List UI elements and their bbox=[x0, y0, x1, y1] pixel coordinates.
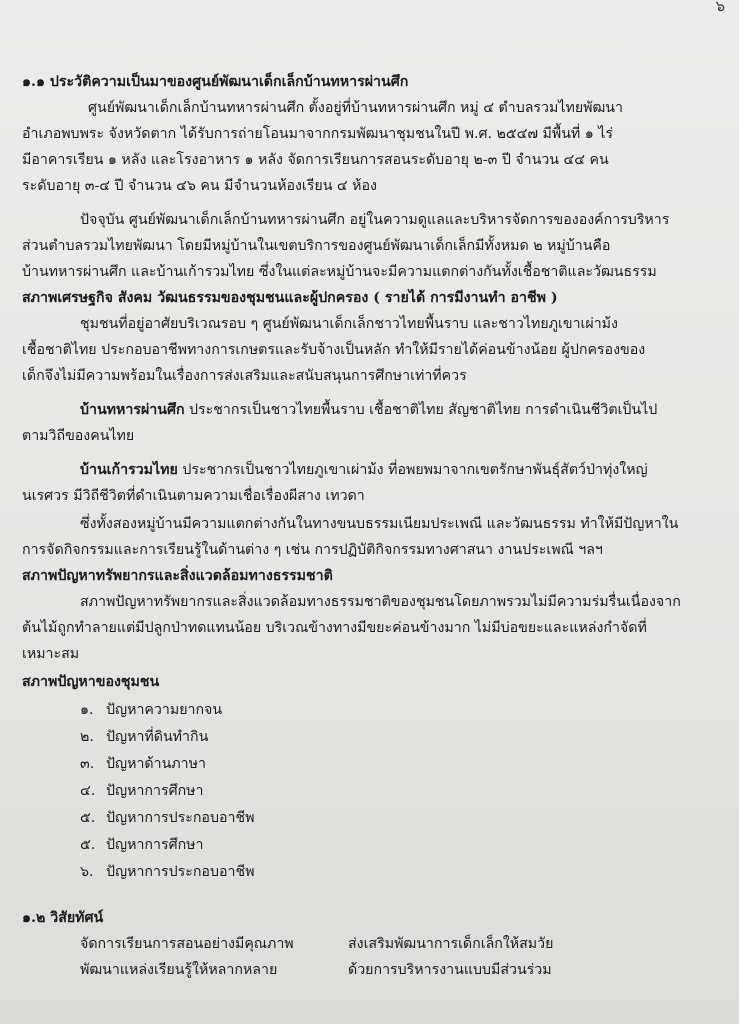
history-para1-line4: ระดับอายุ ๓-๔ ปี จำนวน ๔๖ คน มีจำนวนห้องเรียน ๔ ห้อง bbox=[22, 178, 377, 194]
socio-heading: สภาพเศรษฐกิจ สังคม วัฒนธรรมของชุมชนและผู้ปกครอง ( รายได้ การมีงานทำ อาชีพ ) bbox=[22, 290, 558, 306]
env-para-line2: ต้นไม้ถูกทำลายแต่มีปลูกป่าทดแทนน้อย บริเวณข้างทางมีขยะค่อนข้างมาก ไม่มีบ่อขยะและแหล่งกำจัดที่ bbox=[22, 620, 647, 636]
env-heading: สภาพปัญหาทรัพยากรและสิ่งแวดล้อมทางธรรมชาติ bbox=[22, 568, 333, 584]
env-para-line3: เหมาะสม bbox=[22, 646, 80, 662]
list-item: ๓. ปัญหาด้านภาษา bbox=[80, 756, 206, 772]
list-item: ๑. ปัญหาความยากจน bbox=[80, 702, 223, 718]
village1-line2: ตามวิถีของคนไทย bbox=[22, 428, 135, 444]
village1-text: ประชากรเป็นชาวไทยพื้นราบ เชื้อชาติไทย สัญชาติไทย การดำเนินชีวิตเป็นไป bbox=[184, 402, 658, 418]
history-para1-line1: ศูนย์พัฒนาเด็กเล็กบ้านทหารผ่านศึก ตั้งอยู่ที่บ้านทหารผ่านศึก หมู่ ๔ ตำบลรวมไทยพัฒนา bbox=[88, 100, 623, 116]
list-item: ๖. ปัญหาการประกอบอาชีพ bbox=[80, 864, 255, 880]
village1-name: บ้านทหารผ่านศึก bbox=[80, 402, 185, 418]
problems-heading: สภาพปัญหาของชุมชน bbox=[22, 674, 160, 690]
vision-right-2: ด้วยการบริหารงานแบบมีส่วนร่วม bbox=[348, 962, 552, 978]
village1-line1 bbox=[80, 400, 657, 420]
socio-para-line3: เด็กจึงไม่มีความพร้อมในเรื่องการส่งเสริมและสนับสนุนการศึกษาเท่าที่ควร bbox=[22, 368, 467, 384]
vision-left-2: พัฒนาแหล่งเรียนรู้ให้หลากหลาย bbox=[80, 962, 278, 978]
page-number: ๖ bbox=[715, 0, 725, 15]
vision-right-1: ส่งเสริมพัฒนาการเด็กเล็กให้สมวัย bbox=[348, 936, 554, 952]
list-item: ๒. ปัญหาที่ดินทำกิน bbox=[80, 729, 209, 745]
vision-heading: ๑.๒ วิสัยทัศน์ bbox=[22, 910, 104, 926]
history-para2-line2: ส่วนตำบลรวมไทยพัฒนา โดยมีหมู่บ้านในเขตบริการของศูนย์พัฒนาเด็กเล็กมีทั้งหมด ๒ หมู่บ้านคือ bbox=[22, 238, 611, 254]
history-para1-line3: มีอาคารเรียน ๑ หลัง และโรงอาหาร ๑ หลัง จัดการเรียนการสอนระดับอายุ ๒-๓ ปี จำนวน ๔๔ คน bbox=[22, 152, 609, 168]
diff-line1: ซึ่งทั้งสองหมู่บ้านมีความแตกต่างกันในทางขนบธรรมเนียมประเพณี และวัฒนธรรม ทำให้มีปัญหาใน bbox=[80, 516, 679, 532]
list-item: ๔. ปัญหาการศึกษา bbox=[80, 783, 204, 799]
diff-line2: การจัดกิจกรรมและการเรียนรู้ในด้านต่าง ๆ เช่น การปฏิบัติกิจกรรมทางศาสนา งานประเพณี ฯลฯ bbox=[22, 542, 603, 558]
history-para2-line1: ปัจจุบัน ศูนย์พัฒนาเด็กเล็กบ้านทหารผ่านศึก อยู่ในความดูแลและบริหารจัดการขององค์การบริหาร bbox=[80, 212, 670, 228]
village2-text: ประชากรเป็นชาวไทยภูเขาเผ่าม้ง ที่อพยพมาจากเขตรักษาพันธุ์สัตว์ป่าทุ่งใหญ่ bbox=[177, 462, 648, 478]
vision-left-1: จัดการเรียนการสอนอย่างมีคุณภาพ bbox=[80, 936, 294, 952]
section-1-1-heading: ๑.๑ ประวัติความเป็นมาของศูนย์พัฒนาเด็กเล็กบ้านทหารผ่านศึก bbox=[22, 74, 409, 90]
env-para-line1: สภาพปัญหาทรัพยากรและสิ่งแวดล้อมทางธรรมชาติของชุมชนโดยภาพรวมไม่มีความร่มรื่นเนื่องจาก bbox=[80, 594, 681, 610]
list-item: ๕. ปัญหาการศึกษา bbox=[80, 837, 204, 853]
socio-para-line2: เชื้อชาติไทย ประกอบอาชีพทางการเกษตรและรับจ้างเป็นหลัก ทำให้มีรายได้ค่อนข้างน้อย ผู้ปกครองของ bbox=[22, 342, 646, 358]
list-item: ๕. ปัญหาการประกอบอาชีพ bbox=[80, 810, 255, 826]
socio-para-line1: ชุมชนที่อยู่อาศัยบริเวณรอบ ๆ ศูนย์พัฒนาเด็กเล็กชาวไทยพื้นราบ และชาวไทยภูเขาเผ่าม้ง bbox=[80, 316, 618, 332]
village2-line2: นเรศวร มีวิถีชีวิตที่ดำเนินตามความเชื่อเรื่องผีสาง เทวดา bbox=[22, 488, 365, 504]
village2-line1 bbox=[80, 460, 648, 480]
history-para1-line2: อำเภอพบพระ จังหวัดตาก ได้รับการถ่ายโอนมาจากกรมพัฒนาชุมชนในปี พ.ศ. ๒๕๔๗ มีพื้นที่ ๑ ไร่ bbox=[22, 126, 614, 142]
history-para2-line3: บ้านทหารผ่านศึก และบ้านเก้ารวมไทย ซึ่งในแต่ละหมู่บ้านจะมีความแตกต่างกันทั้งเชื้อชาติและวัฒนธรรม bbox=[22, 264, 657, 280]
village2-name: บ้านเก้ารวมไทย bbox=[80, 462, 178, 478]
